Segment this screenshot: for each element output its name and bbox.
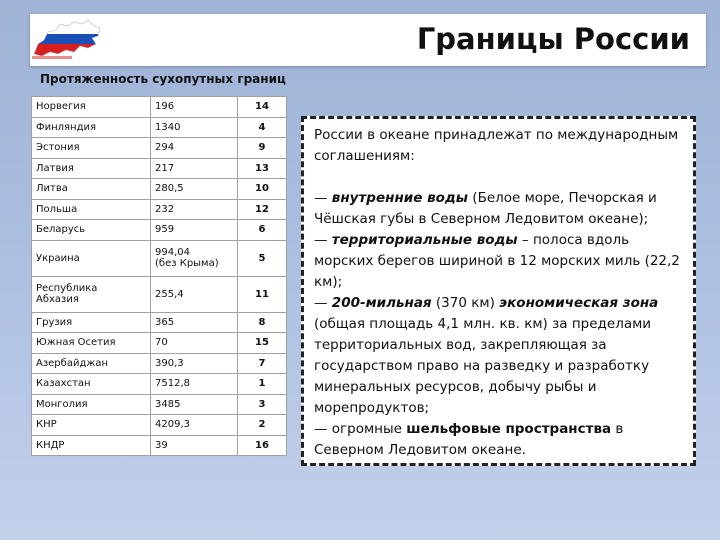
page-title: Границы России — [416, 22, 690, 56]
length-cell: 7512,8 — [151, 374, 238, 395]
table-row — [32, 179, 287, 200]
length-cell: 1340 — [151, 117, 238, 138]
country-cell: Латвия — [32, 158, 151, 179]
table-row — [32, 333, 287, 354]
header-bar — [30, 14, 706, 66]
length-cell: 70 — [151, 333, 238, 354]
item-territorial-waters: — территориальные воды – полоса вдоль морских берегов шириной в 12 морских миль (22,2 км); — [314, 232, 680, 290]
length-cell: 4209,3 — [151, 415, 238, 436]
rank-cell: 10 — [238, 179, 287, 200]
table-row — [32, 97, 287, 118]
table-row — [32, 312, 287, 333]
table-row — [32, 220, 287, 241]
intro-text: России в океане принадлежат по международным соглашениям: — [314, 127, 679, 164]
country-cell: Азербайджан — [32, 353, 151, 374]
item-internal-waters: — внутренние воды (Белое море, Печорская и Чёшская губы в Северном Ледовитом океане); — [314, 190, 657, 227]
country-cell: Монголия — [32, 394, 151, 415]
length-cell: 39 — [151, 435, 238, 456]
item-shelf: — огромные шельфовые пространства в Северном Ледовитом океане. — [314, 421, 624, 458]
length-cell: 255,4 — [151, 276, 238, 312]
rank-cell: 3 — [238, 394, 287, 415]
rank-cell: 6 — [238, 220, 287, 241]
rank-cell: 15 — [238, 333, 287, 354]
table-row — [32, 117, 287, 138]
ocean-rights-box — [301, 116, 696, 466]
rank-cell: 7 — [238, 353, 287, 374]
country-cell: Казахстан — [32, 374, 151, 395]
table-row — [32, 353, 287, 374]
table-row — [32, 199, 287, 220]
country-cell: Литва — [32, 179, 151, 200]
rank-cell: 1 — [238, 374, 287, 395]
country-cell: Норвегия — [32, 97, 151, 118]
length-cell: 390,3 — [151, 353, 238, 374]
russia-flag-map-icon — [30, 14, 102, 66]
table-row — [32, 240, 287, 276]
item-economic-zone: — 200-мильная (370 км) экономическая зона (общая площадь 4,1 млн. кв. км) за пределами территориальных вод, закрепляющая за государством право на разведку и разработку минеральных ресурсов, добычу рыбы и морепродуктов; — [314, 295, 659, 416]
country-cell: Эстония — [32, 138, 151, 159]
rank-cell: 2 — [238, 415, 287, 436]
rank-cell: 5 — [238, 240, 287, 276]
rank-cell: 8 — [238, 312, 287, 333]
country-cell: Украина — [32, 240, 151, 276]
table-row — [32, 415, 287, 436]
rank-cell: 13 — [238, 158, 287, 179]
length-cell: 232 — [151, 199, 238, 220]
length-cell: 994,04 (без Крыма) — [151, 240, 238, 276]
country-cell: Южная Осетия — [32, 333, 151, 354]
length-cell: 280,5 — [151, 179, 238, 200]
country-cell: Республика Абхазия — [32, 276, 151, 312]
length-cell: 959 — [151, 220, 238, 241]
length-cell: 196 — [151, 97, 238, 118]
length-cell: 217 — [151, 158, 238, 179]
length-cell: 3485 — [151, 394, 238, 415]
rank-cell: 11 — [238, 276, 287, 312]
country-cell: Беларусь — [32, 220, 151, 241]
country-cell: Грузия — [32, 312, 151, 333]
table-row — [32, 158, 287, 179]
table-row — [32, 435, 287, 456]
rank-cell: 12 — [238, 199, 287, 220]
rank-cell: 14 — [238, 97, 287, 118]
country-cell: КНДР — [32, 435, 151, 456]
country-cell: КНР — [32, 415, 151, 436]
border-length-table — [31, 96, 287, 456]
table-row — [32, 276, 287, 312]
table-row — [32, 138, 287, 159]
table-caption: Протяженность сухопутных границ — [40, 72, 286, 86]
length-cell: 365 — [151, 312, 238, 333]
country-cell: Финляндия — [32, 117, 151, 138]
table-row — [32, 374, 287, 395]
length-cell: 294 — [151, 138, 238, 159]
rank-cell: 9 — [238, 138, 287, 159]
rank-cell: 16 — [238, 435, 287, 456]
country-cell: Польша — [32, 199, 151, 220]
rank-cell: 4 — [238, 117, 287, 138]
table-row — [32, 394, 287, 415]
